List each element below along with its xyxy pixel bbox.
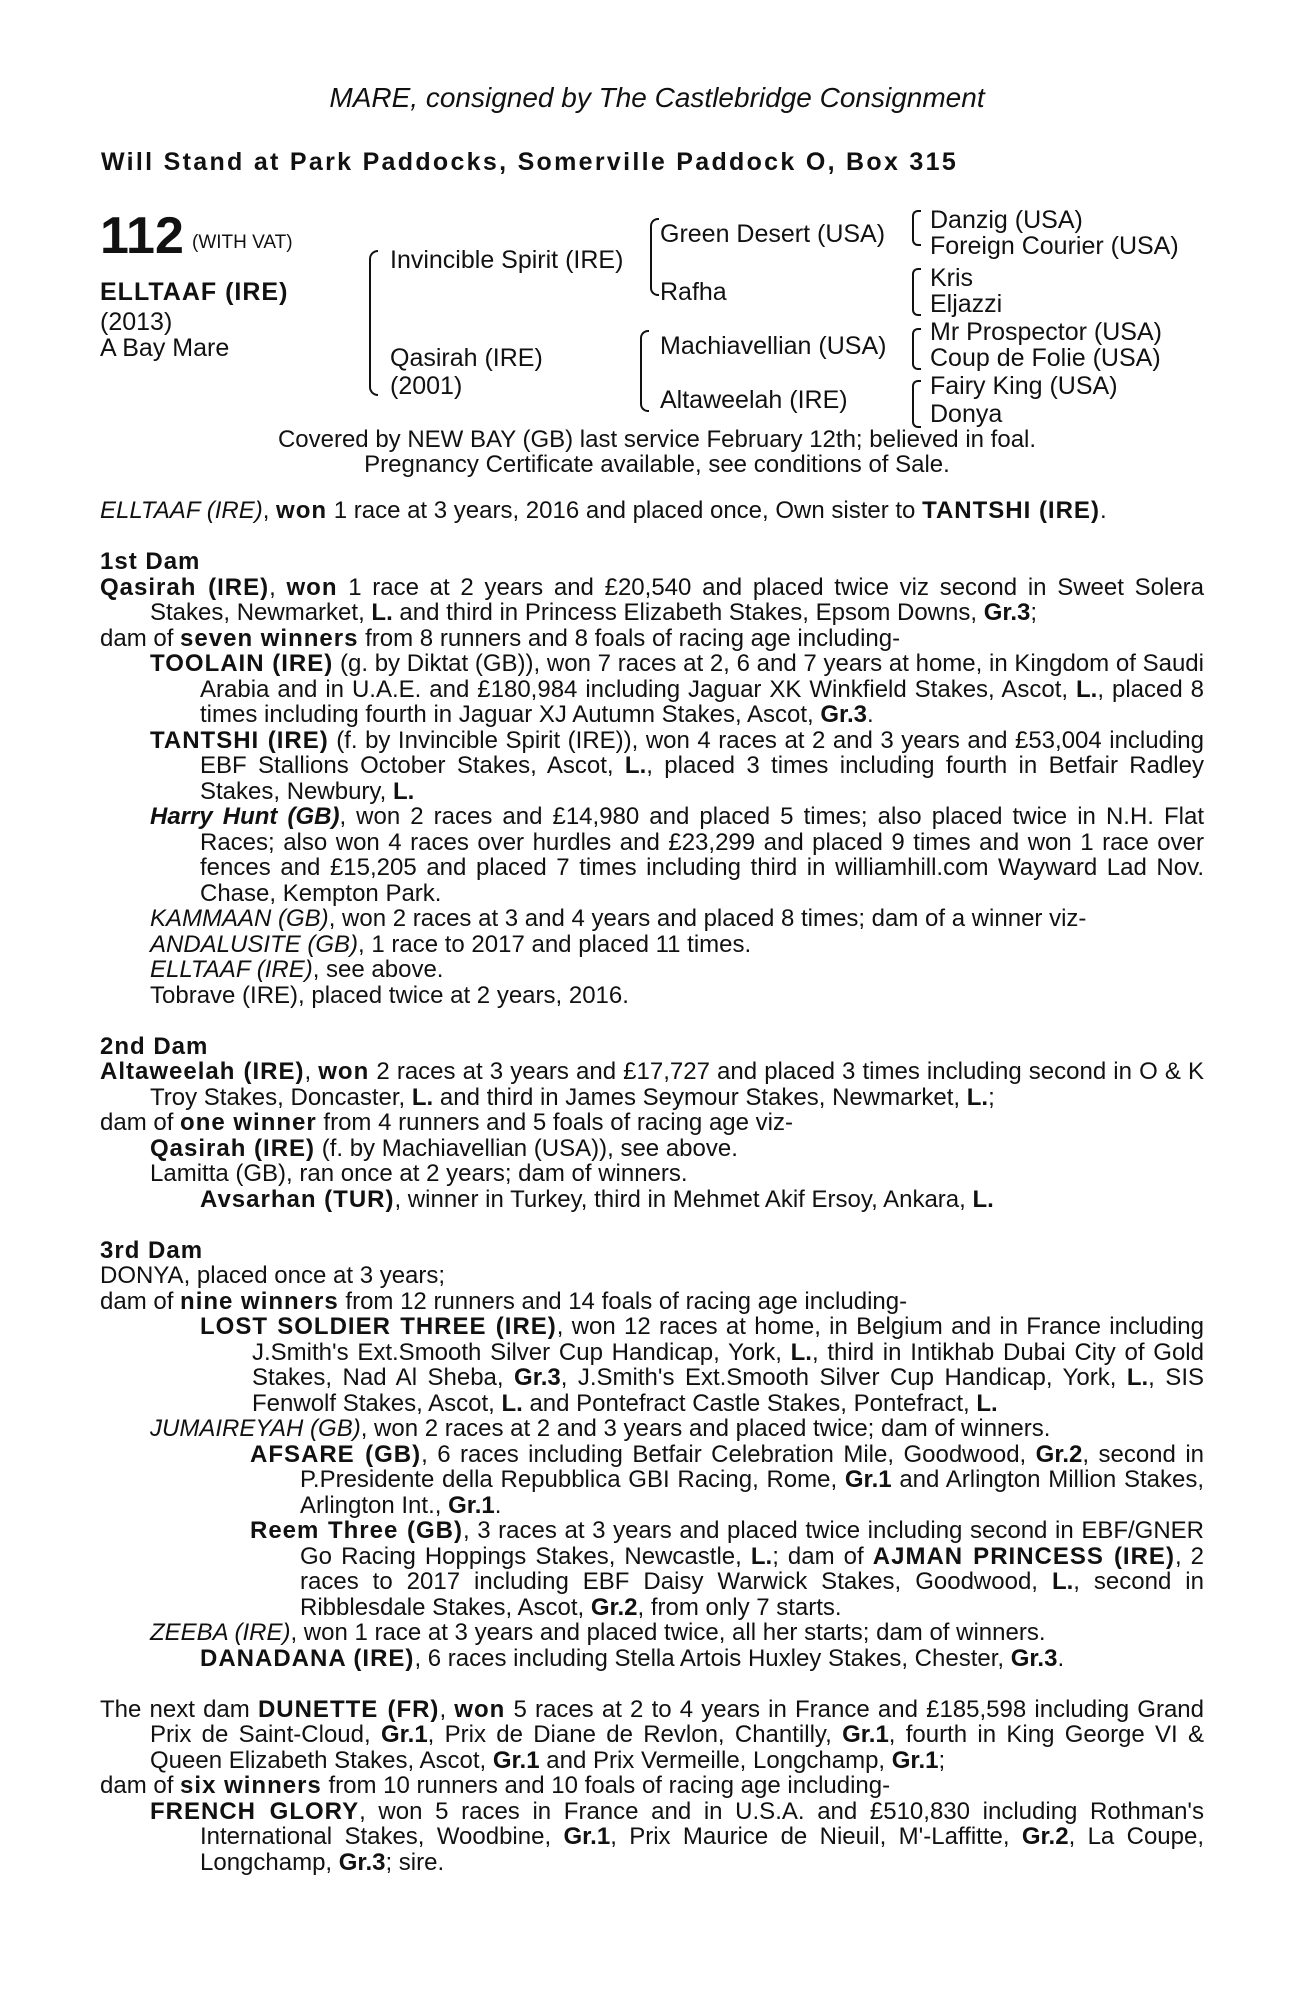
- produce-zeeba: [100, 1620, 1204, 1646]
- dam2-won: won: [318, 1058, 370, 1085]
- qasirah-name: Qasirah (IRE): [150, 1134, 316, 1162]
- french-glory-text-3: , La Coupe, Longchamp,: [200, 1823, 1205, 1876]
- pedigree-brace-gd4: [912, 380, 921, 428]
- damof-prefix: dam of: [100, 624, 181, 652]
- intro-sister: TANTSHI (IRE): [922, 497, 1100, 524]
- reem-three-text-5: , from only 7 starts.: [637, 1593, 842, 1621]
- harry-hunt-name: Harry Hunt (GB): [150, 803, 340, 830]
- damof-prefix: dam of: [100, 1109, 181, 1136]
- harry-hunt-text: , won 2 races and £14,980 and placed 5 times; also placed twice in N.H. Flat Races; also won 4 races over hurdles and £23,299 and placed 9 times and won 1 race over fences and £15,205 and placed 7 times including third in williamhill.com Wayward Lad Nov. Chase, Kempton Park.: [200, 803, 1205, 907]
- grade-label: Gr.3: [820, 701, 868, 728]
- avsarhan-text: , winner in Turkey, third in Mehmet Akif Ersoy, Ankara,: [394, 1185, 973, 1213]
- listed-label: L.: [1076, 675, 1098, 703]
- produce-danadana: DANADANA (IRE), 6 races including Stella Artois Huxley Stakes, Chester, Gr.3.: [200, 1644, 1065, 1672]
- catalogue-body: [100, 498, 1204, 1875]
- third-dam-produce-line: [100, 1289, 1204, 1315]
- reem-three-text-1: , 3 races at 3 years and placed twice including second in EBF/GNER Go Racing Hoppings Stakes, Newcastle,: [300, 1517, 1204, 1570]
- afsare-name: AFSARE (GB): [250, 1440, 422, 1468]
- lost-soldier-text-5: and Pontefract Castle Stakes, Pontefract,: [522, 1389, 977, 1417]
- andalusite-name: ANDALUSITE (GB): [150, 930, 359, 958]
- ajman-princess-name: AJMAN PRINCESS (IRE): [872, 1542, 1175, 1570]
- pedigree-brace-gd2: [912, 268, 921, 316]
- afsare-text-2: , second in P.Presidente della Repubblica GBI Racing, Rome,: [300, 1440, 1205, 1493]
- grade-label: Gr.3: [514, 1364, 561, 1391]
- pedigree-ggp-4: Eljazzi: [930, 290, 1003, 318]
- grade-label: Gr.2: [1035, 1440, 1083, 1468]
- produce-lost-soldier-three: [100, 1314, 1204, 1416]
- danadana-name: DANADANA (IRE): [200, 1644, 415, 1672]
- winners-count: six winners: [180, 1772, 322, 1799]
- horse-year: (2013): [100, 308, 173, 336]
- produce-harry-hunt: [100, 804, 1204, 906]
- pedigree-ggp-6: Coup de Folie (USA): [930, 344, 1161, 372]
- tantshi-text-1: (f. by Invincible Spirit (IRE)), won 4 races at 2 and 3 years and £53,004 including EBF Stallions October Stakes, Ascot,: [200, 726, 1204, 779]
- vat-label: (WITH VAT): [192, 232, 293, 253]
- grade-label: Gr.1: [448, 1491, 495, 1519]
- jumaireyah-text: , won 2 races at 2 and 3 years and placed twice; dam of winners.: [360, 1415, 1051, 1442]
- produce-french-glory: [100, 1799, 1204, 1876]
- toolain-text-1: (g. by Diktat (GB)), won 7 races at 2, 6 and 7 years at home, in Kingdom of Saudi Arabia and in U.A.E. and £180,984 including Jaguar XK Winkfield Stakes, Ascot,: [200, 650, 1204, 703]
- afsare-text-3: and Arlington Million Stakes, Arlington Int.,: [300, 1466, 1204, 1519]
- lost-soldier-text-4: , SIS Fenwolf Stakes, Ascot,: [252, 1364, 1204, 1417]
- afsare-text-4: .: [494, 1491, 502, 1519]
- toolain-text-2: , placed 8 times including fourth in Jaguar XJ Autumn Stakes, Ascot,: [200, 675, 1205, 728]
- covered-line: Covered by NEW BAY (GB) last service February 12th; believed in foal.: [277, 426, 1037, 453]
- french-glory-text-2: , Prix Maurice de Nieuil, M'-Laffitte,: [610, 1823, 1022, 1850]
- pedigree-brace-main: [369, 250, 378, 396]
- dam2-name: Altaweelah (IRE): [100, 1058, 305, 1085]
- produce-andalusite: [100, 932, 1204, 958]
- second-dam-produce-line: [100, 1110, 1204, 1136]
- jumaireyah-name: JUMAIREYAH (GB): [150, 1415, 361, 1442]
- pedigree-brace-gd1: [912, 210, 921, 246]
- winners-count: one winner: [180, 1109, 317, 1136]
- produce-qasirah: [100, 1136, 1204, 1162]
- third-dam-heading: 3rd Dam: [100, 1236, 204, 1264]
- qasirah-text: (f. by Machiavellian (USA)), see above.: [315, 1134, 738, 1162]
- pedigree-brace-dam: [640, 330, 649, 412]
- dam1-name: Qasirah (IRE): [100, 573, 270, 601]
- zeeba-name: ZEEBA (IRE): [150, 1619, 291, 1646]
- lost-soldier-text-2: , third in Intikhab Dubai City of Gold Stakes, Nad Al Sheba,: [252, 1338, 1204, 1391]
- listed-label: L.: [966, 1083, 989, 1111]
- grade-label: Gr.1: [891, 1746, 939, 1774]
- grade-label: Gr.3: [338, 1848, 386, 1876]
- damof-prefix: dam of: [100, 1287, 181, 1315]
- tantshi-name: TANTSHI (IRE): [150, 726, 329, 754]
- produce-afsare: [100, 1442, 1204, 1519]
- produce-avsarhan: [100, 1187, 1204, 1213]
- pedigree-dam-sire: Machiavellian (USA): [660, 332, 887, 360]
- toolain-text-3: .: [867, 701, 874, 728]
- listed-label: L.: [1126, 1364, 1149, 1391]
- grade-label: Gr.1: [492, 1746, 540, 1774]
- reem-three-name: Reem Three (GB): [250, 1517, 463, 1544]
- pedigree-dam-year: (2001): [390, 372, 463, 400]
- lot-number: 112: [100, 207, 184, 265]
- dam1-text-3: ;: [1030, 599, 1038, 626]
- third-dam-line: DONYA, placed once at 3 years;: [100, 1262, 446, 1289]
- listed-label: L.: [411, 1083, 434, 1111]
- zeeba-text: , won 1 race at 3 years and placed twice, all her starts; dam of winners.: [290, 1619, 1046, 1646]
- consignment-line: MARE, consigned by The Castlebridge Consignment: [329, 82, 985, 113]
- afsare-text-1: , 6 races including Betfair Celebration Mile, Goodwood,: [421, 1440, 1036, 1468]
- listed-label: L.: [750, 1542, 773, 1570]
- second-dam-paragraph: Altaweelah (IRE), won 2 races at 3 years and £17,727 and placed 3 times including second in O & K Troy Stakes, Doncaster, L. and third in James Seymour Stakes, Newmarket, L.;: [100, 1058, 1204, 1111]
- damof-suffix: from 4 runners and 5 foals of racing age viz-: [316, 1109, 793, 1136]
- avsarhan-name: Avsarhan (TUR): [200, 1185, 395, 1213]
- first-dam-produce-line: [100, 626, 1204, 652]
- produce-toolain: [100, 651, 1204, 728]
- intro-name: ELLTAAF (IRE): [100, 497, 263, 524]
- produce-reem-three: [100, 1518, 1204, 1620]
- stand-line: Will Stand at Park Paddocks, Somerville Paddock O, Box 315: [101, 148, 959, 176]
- grade-label: Gr.3: [983, 599, 1031, 626]
- next-dam-text-1: 5 races at 2 to 4 years in France and £185,598 including Grand Prix de Saint-Cloud,: [150, 1695, 1204, 1748]
- produce-tobrave: Tobrave (IRE), placed twice at 2 years, 2016.: [150, 981, 629, 1009]
- toolain-name: TOOLAIN (IRE): [150, 650, 334, 677]
- listed-label: L.: [790, 1338, 812, 1366]
- listed-label: L.: [972, 1185, 994, 1213]
- horse-name: ELLTAAF (IRE): [100, 278, 289, 306]
- pedigree-dam: Qasirah (IRE): [390, 344, 543, 372]
- next-dam-paragraph: The next dam DUNETTE (FR), won 5 races at 2 to 4 years in France and £185,598 including Grand Prix de Saint-Cloud, Gr.1, Prix de Diane de Revlon, Chantilly, Gr.1, fourth in King George VI & Queen Elizabeth Stakes, Ascot, Gr.1 and Prix Vermeille, Longchamp, Gr.1;: [100, 1695, 1205, 1774]
- dam1-text-2: and third in Princess Elizabeth Stakes, Epsom Downs,: [392, 599, 984, 626]
- listed-label: L.: [501, 1389, 523, 1417]
- reem-three-text-3: , 2 races to 2017 including EBF Daisy Warwick Stakes, Goodwood,: [300, 1542, 1205, 1595]
- elltaaf-name: ELLTAAF (IRE): [150, 956, 313, 983]
- french-glory-text-1: , won 5 races in France and in U.S.A. and £510,830 including Rothman's International Stakes, Woodbine,: [200, 1797, 1205, 1850]
- lost-soldier-text-1: , won 12 races at home, in Belgium and in France including J.Smith's Ext.Smooth Silver Cup Handicap, York,: [252, 1313, 1204, 1366]
- next-dam-text-4: and Prix Vermeille, Longchamp,: [539, 1746, 892, 1774]
- intro-end: .: [1099, 497, 1107, 524]
- intro-text: 1 race at 3 years, 2016 and placed once, Own sister to: [327, 497, 923, 524]
- reem-three-text-2: ; dam of: [772, 1542, 873, 1570]
- winners-count: nine winners: [180, 1287, 339, 1315]
- lost-soldier-name: LOST SOLDIER THREE (IRE): [200, 1313, 557, 1340]
- andalusite-text: , 1 race to 2017 and placed 11 times.: [358, 930, 752, 958]
- listed-label: L.: [1051, 1568, 1074, 1595]
- pedigree-ggp-1: Danzig (USA): [930, 206, 1083, 234]
- first-dam-paragraph: Qasirah (IRE), won 1 race at 2 years and £20,540 and placed twice viz second in Sweet Solera Stakes, Newmarket, L. and third in Princess Elizabeth Stakes, Epsom Downs, Gr.3;: [100, 573, 1205, 626]
- next-dam-prefix: The next dam: [100, 1695, 258, 1723]
- grade-label: Gr.1: [842, 1721, 889, 1748]
- won-label: won: [276, 497, 328, 524]
- dam1-won: won: [286, 573, 338, 601]
- next-dam-text-3: , fourth in King George VI & Queen Elizabeth Stakes, Ascot,: [150, 1721, 1205, 1774]
- dam2-text-1: 2 races at 3 years and £17,727 and placed 3 times including second in O & K Troy Stakes, Doncaster,: [150, 1058, 1204, 1111]
- next-dam-won: won: [454, 1695, 506, 1723]
- french-glory-text-4: ; sire.: [385, 1848, 445, 1876]
- damof-suffix: from 12 runners and 14 foals of racing age including-: [338, 1287, 908, 1315]
- pedigree-brace-sire: [650, 218, 659, 296]
- damof-prefix: dam of: [100, 1772, 181, 1799]
- pregnancy-line: Pregnancy Certificate available, see conditions of Sale.: [364, 451, 950, 478]
- damof-suffix: from 8 runners and 8 foals of racing age including-: [358, 624, 901, 652]
- dam2-text-3: ;: [988, 1083, 995, 1111]
- produce-lamitta: Lamitta (GB), ran once at 2 years; dam of winners.: [150, 1160, 688, 1187]
- next-dam-text-2: , Prix de Diane de Revlon, Chantilly,: [427, 1721, 843, 1748]
- dam2-text-2: and third in James Seymour Stakes, Newmarket,: [433, 1083, 967, 1111]
- listed-label: L.: [371, 599, 393, 626]
- grade-label: Gr.2: [590, 1593, 638, 1621]
- grade-label: Gr.3: [1010, 1644, 1058, 1672]
- produce-kammaan: [100, 906, 1204, 932]
- next-dam-name: DUNETTE (FR): [257, 1695, 440, 1723]
- pedigree-sire-sire: Green Desert (USA): [660, 220, 886, 248]
- pedigree-ggp-2: Foreign Courier (USA): [930, 232, 1179, 260]
- pedigree-ggp-3: Kris: [930, 264, 974, 292]
- horse-description: A Bay Mare: [100, 334, 230, 362]
- produce-elltaaf: [100, 957, 1204, 983]
- pedigree-sire-dam: Rafha: [660, 278, 727, 306]
- reem-three-text-4: , second in Ribblesdale Stakes, Ascot,: [300, 1568, 1204, 1621]
- damof-suffix: from 10 runners and 10 foals of racing age including-: [321, 1772, 891, 1799]
- grade-label: Gr.1: [380, 1721, 428, 1748]
- intro-paragraph: ELLTAAF (IRE), won 1 race at 3 years, 2016 and placed once, Own sister to TANTSHI (IRE).: [100, 497, 1107, 524]
- pedigree-brace-gd3: [912, 328, 921, 370]
- pedigree-ggp-5: Mr Prospector (USA): [930, 318, 1162, 346]
- first-dam-heading: 1st Dam: [100, 548, 201, 575]
- kammaan-text: , won 2 races at 3 and 4 years and placed 8 times; dam of a winner viz-: [328, 905, 1087, 932]
- second-dam-heading: 2nd Dam: [100, 1032, 209, 1060]
- kammaan-name: KAMMAAN (GB): [150, 905, 329, 932]
- lost-soldier-text-3: , J.Smith's Ext.Smooth Silver Cup Handicap, York,: [560, 1364, 1127, 1391]
- next-dam-produce-line: [100, 1773, 1204, 1799]
- grade-label: Gr.1: [844, 1466, 892, 1493]
- danadana-text: , 6 races including Stella Artois Huxley Stakes, Chester,: [414, 1644, 1011, 1672]
- listed-label: L.: [624, 752, 647, 779]
- grade-label: Gr.2: [1021, 1823, 1069, 1850]
- next-dam-text-5: ;: [938, 1746, 946, 1774]
- tantshi-text-2: , placed 3 times including fourth in Betfair Radley Stakes, Newbury,: [200, 752, 1204, 805]
- grade-label: Gr.1: [563, 1823, 611, 1850]
- pedigree-sire: Invincible Spirit (IRE): [390, 246, 624, 274]
- winners-count: seven winners: [180, 624, 359, 652]
- pedigree-ggp-7: Fairy King (USA): [930, 372, 1118, 400]
- listed-label: L.: [392, 777, 415, 805]
- elltaaf-text: , see above.: [312, 956, 444, 983]
- produce-jumaireyah: [100, 1416, 1204, 1442]
- pedigree-dam-dam: Altaweelah (IRE): [660, 386, 848, 414]
- produce-tantshi: [100, 728, 1204, 805]
- listed-label: L.: [976, 1389, 998, 1417]
- pedigree-ggp-8: Donya: [930, 400, 1003, 428]
- dam1-text-1: 1 race at 2 years and £20,540 and placed twice viz second in Sweet Solera Stakes, Newmarket,: [150, 573, 1205, 626]
- french-glory-name: FRENCH GLORY: [150, 1797, 360, 1825]
